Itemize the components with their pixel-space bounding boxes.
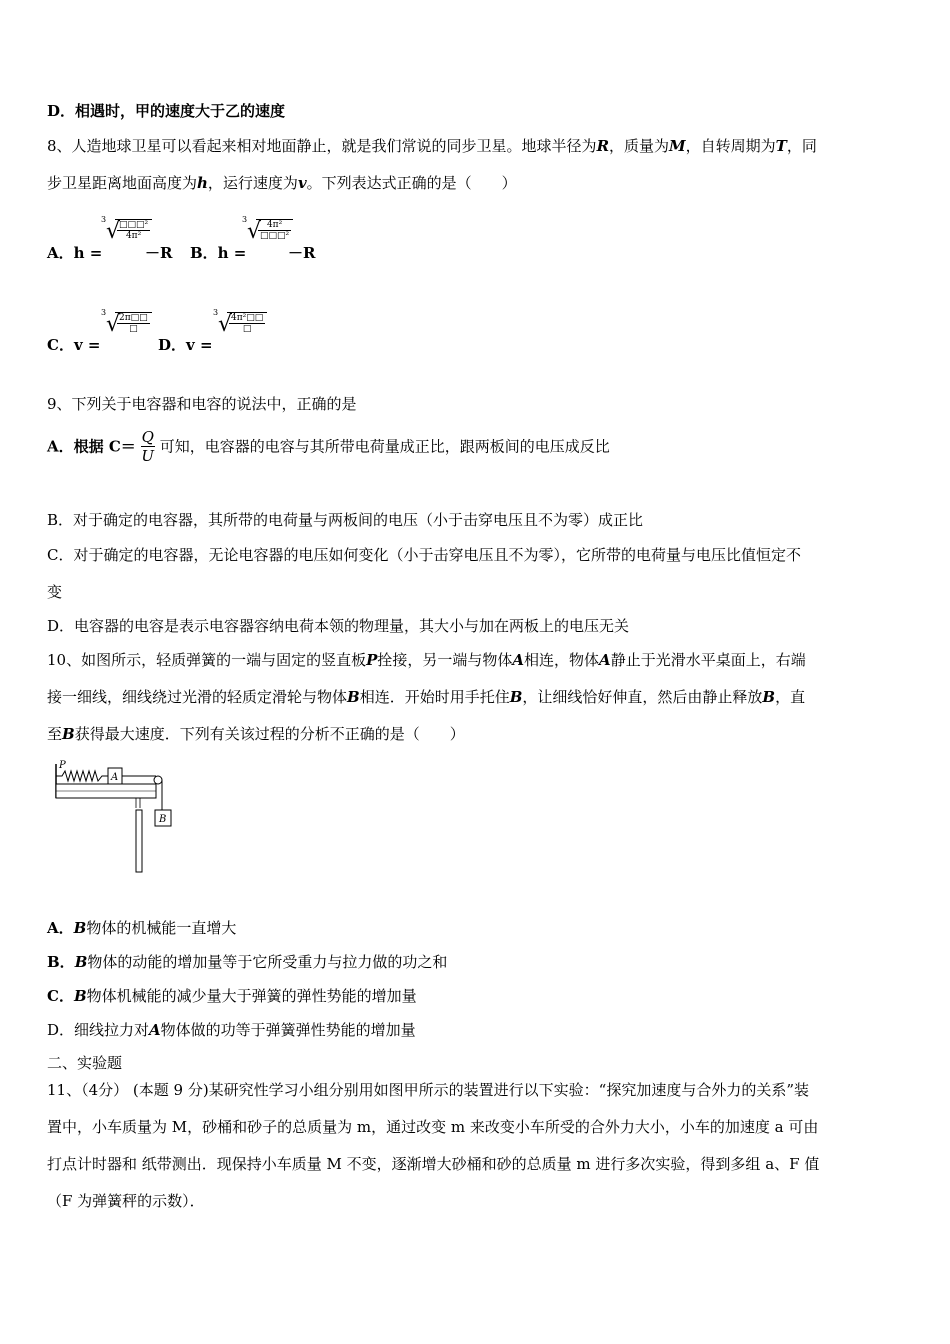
q10-var-a: A <box>512 651 525 669</box>
q8-stem-text: ，同 <box>786 137 817 155</box>
q10-option-c-text: 物体机械能的减少量大于弹簧的弹性势能的增加量 <box>86 987 417 1005</box>
q8-stem-line1 <box>47 136 817 156</box>
q9-option-c-line1 <box>47 545 801 565</box>
q10-var-b: B <box>62 725 75 743</box>
q9-option-d-text: D．电容器的电容是表示电容器容纳电荷本领的物理量，其大小与加在两板上的电压无关 <box>47 617 630 635</box>
q7-option-d <box>47 101 285 121</box>
q8-stem-text: 步卫星距离地面高度为 <box>47 174 198 192</box>
q11-text: 置中，小车质量为 M，砂桶和砂子的总质量为 m，通过改变 m 来改变小车所受的合外力大小，小车的加速度 a 可由 <box>47 1118 819 1136</box>
q10-option-c <box>47 986 417 1006</box>
section-title <box>47 1053 122 1073</box>
q10-stem-line1 <box>47 650 806 670</box>
q8-option-c-formula <box>101 308 152 334</box>
q10-var-a: A <box>599 651 611 669</box>
q10-option-d-text: D．细线拉力对 <box>47 1021 150 1039</box>
q11-text: 打点计时器和 纸带测出．现保持小车质量 M 不变，逐渐增大砂桶和砂的总质量 m 进行多次实验，得到多组 a、F 值 <box>47 1155 820 1173</box>
q8-option-b-tail: －R <box>288 244 316 262</box>
q8-stem-line2 <box>47 173 517 193</box>
fraction <box>117 313 150 334</box>
fraction-denominator: 4π² <box>125 231 142 241</box>
radical-sign <box>115 219 152 241</box>
q10-var-a: A <box>149 1021 161 1039</box>
q10-var-b: B <box>73 987 87 1005</box>
q8-option-a-formula <box>101 215 152 241</box>
q9-option-b <box>47 510 643 530</box>
fraction <box>117 220 150 241</box>
q10-stem-text: 10、如图所示，轻质弹簧的一端与固定的竖直板 <box>47 651 367 669</box>
q8-var-v: v <box>297 174 307 192</box>
q8-option-a-label: A．h = <box>47 244 103 262</box>
q10-stem-text: 至 <box>47 725 63 743</box>
fraction <box>258 220 291 241</box>
q10-option-b <box>47 952 447 972</box>
q10-option-b-text: 物体的动能的增加量等于它所受重力与拉力做的功之和 <box>87 953 448 971</box>
fraction-numerator: √ □□□² <box>119 220 149 230</box>
q9-option-a-text: 可知，电容器的电容与其所带电荷量成正比，跟两板间的电压成反比 <box>159 437 610 456</box>
q10-stem-text: 拴接，另一端与物体 <box>377 651 513 669</box>
q9-option-b-text: B．对于确定的电容器，其所带的电荷量与两板间的电压（小于击穿电压且不为零）成正比 <box>47 511 644 529</box>
block-a-label: A <box>111 772 119 783</box>
q8-var-t: T <box>775 137 787 155</box>
spring <box>56 771 108 781</box>
q11-text: 11、（4分） (本题 9 分)某研究性学习小组分别用如图甲所示的装置进行以下实验：“探究加速度与合外力的关系”装 <box>47 1081 810 1099</box>
q9-stem <box>47 394 357 414</box>
q10-var-p: P <box>366 651 378 669</box>
section-title-text: 二、实验题 <box>47 1054 123 1072</box>
q11-line1 <box>47 1080 809 1100</box>
q10-stem-text: 相连．开始时用手托住 <box>359 688 510 706</box>
fraction-numerator: Q <box>141 428 154 446</box>
root-index: 3 <box>242 215 248 224</box>
q10-stem-line3 <box>47 724 465 744</box>
block-b-label: B <box>159 814 167 825</box>
fraction <box>229 313 265 334</box>
root-index: 3 <box>213 308 219 317</box>
fraction-numerator: √ 4π² <box>258 220 291 231</box>
q10-option-d <box>47 1020 416 1040</box>
q10-option-a-label: A． <box>47 919 74 937</box>
q8-stem-text: ，质量为 <box>609 137 670 155</box>
q11-text: （F 为弹簧秤的示数）． <box>47 1192 205 1210</box>
q8-var-m: M <box>669 137 686 155</box>
plate-p-label: P <box>59 760 66 771</box>
q8-stem-text: 。下列表达式正确的是（ ） <box>306 174 517 192</box>
radical-sign <box>115 312 152 334</box>
q8-option-d-formula <box>213 308 267 334</box>
q8-option-b-formula <box>242 215 293 241</box>
q11-line4 <box>47 1191 205 1211</box>
q11-line3 <box>47 1154 819 1174</box>
q9-option-c-line2 <box>47 582 62 602</box>
q10-stem-text: 静止于光滑水平桌面上，右端 <box>610 651 806 669</box>
q8-option-a-tail: －R <box>145 244 173 262</box>
q9-stem-text: 9、下列关于电容器和电容的说法中，正确的是 <box>47 395 357 413</box>
q8-option-d-label: D．v = <box>158 336 213 354</box>
q10-stem-text: 获得最大速度．下列有关该过程的分析不正确的是（ ） <box>74 725 465 743</box>
fraction-denominator: U <box>141 447 155 465</box>
q9-option-a-prefix: A．根据 C＝ <box>47 437 136 456</box>
q7-option-d-text: D．相遇时，甲的速度大于乙的速度 <box>47 102 286 120</box>
q10-option-a-text: 物体的机械能一直增大 <box>86 919 237 937</box>
q11-line2 <box>47 1117 818 1137</box>
q10-stem-text: ，让细线恰好伸直，然后由静止释放 <box>522 688 763 706</box>
fraction-denominator: □ <box>242 324 252 334</box>
pulley-icon <box>154 776 162 784</box>
fraction-numerator: √ 4π²□□ <box>231 313 264 323</box>
q10-spring-pulley-figure <box>52 758 182 878</box>
q10-var-b: B <box>347 688 360 706</box>
radical-sign <box>256 219 293 241</box>
q9-option-c-text: 变 <box>47 583 63 601</box>
q9-option-c-text: C．对于确定的电容器，无论电容器的电压如何变化（小于击穿电压且不为零），它所带的电荷量与电压比值恒定不 <box>47 546 801 564</box>
q10-option-b-label: B． <box>47 953 75 971</box>
root-index: 3 <box>101 215 107 224</box>
q10-stem-text: 相连，物体 <box>524 651 600 669</box>
q10-option-c-label: C． <box>47 987 74 1005</box>
q8-option-b-label: B．h = <box>190 244 247 262</box>
q10-option-d-text: 物体做的功等于弹簧弹性势能的增加量 <box>160 1021 416 1039</box>
fraction-numerator: √ 2π□□ <box>119 313 148 323</box>
q10-stem-text: ，直 <box>775 688 806 706</box>
q9-option-a <box>47 428 610 465</box>
table-leg <box>136 810 142 872</box>
q10-option-a <box>47 918 236 938</box>
q10-stem-line2 <box>47 687 805 707</box>
q8-var-h: h <box>197 174 208 192</box>
q8-stem-text: 8、人造地球卫星可以看起来相对地面静止，就是我们常说的同步卫星。地球半径为 <box>47 137 597 155</box>
q8-var-r: R <box>596 137 610 155</box>
q10-var-b: B <box>73 919 87 937</box>
fraction-denominator: □□□² <box>260 231 290 241</box>
q8-stem-text: ，运行速度为 <box>207 174 298 192</box>
q10-var-b: B <box>509 688 523 706</box>
q9-formula-c-equals-q-over-u <box>141 428 155 465</box>
q8-stem-text: ，自转周期为 <box>685 137 776 155</box>
q10-stem-text: 接一细线，细线绕过光滑的轻质定滑轮与物体 <box>47 688 348 706</box>
q10-var-b: B <box>762 688 776 706</box>
root-index: 3 <box>101 308 107 317</box>
radical-sign <box>227 312 267 334</box>
q9-option-d <box>47 616 629 636</box>
fraction-denominator: □ <box>129 324 138 334</box>
q10-var-b: B <box>74 953 88 971</box>
q8-option-c-label: C．v = <box>47 336 101 354</box>
